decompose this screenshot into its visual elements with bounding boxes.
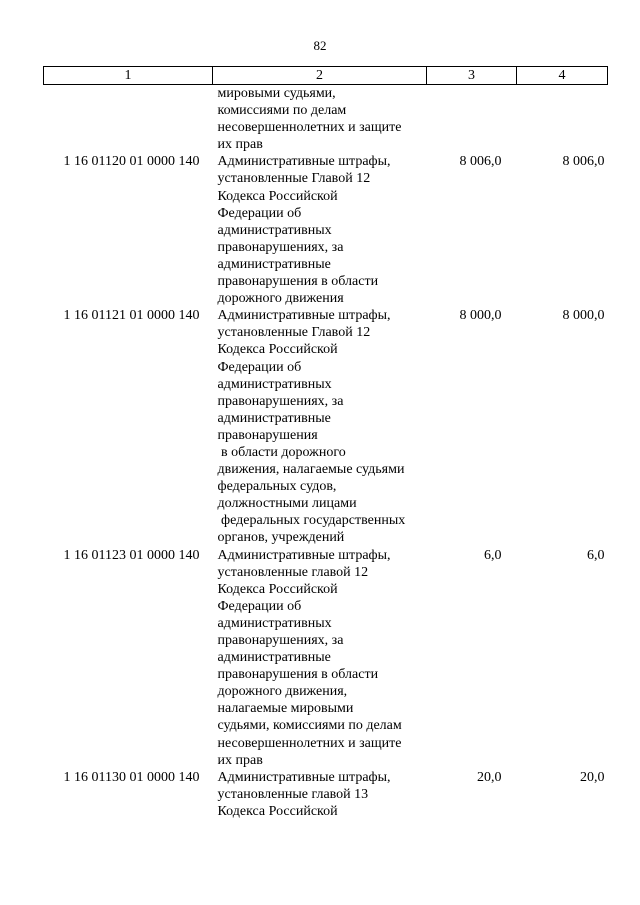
amount-col4 — [517, 85, 608, 154]
budget-table — [43, 66, 608, 820]
budget-code: 1 16 01130 01 0000 140 — [63, 769, 200, 785]
budget-code: 1 16 01120 01 0000 140 — [63, 154, 200, 170]
column-header-2: 2 — [213, 67, 427, 85]
table-row — [44, 307, 608, 546]
revenue-name: Административные штрафы, установленные главой 13 Кодекса Российской — [217, 769, 391, 819]
amount-col3: 6,0 — [484, 547, 502, 563]
column-header-1: 1 — [44, 67, 213, 85]
amount-col4: 8 000,0 — [562, 308, 605, 324]
revenue-name: мировыми судьями, комиссиями по делам несовершеннолетних и защите их прав — [217, 86, 402, 153]
revenue-name: Административные штрафы, установленные главой 12 Кодекса Российской Федерации об административных правонарушениях, за административные правонарушения в области дорожного движения, налагаемые мировыми судьями, комиссиями по делам несовершеннолетних и защите их прав — [217, 547, 402, 768]
amount-col4: 20,0 — [580, 769, 605, 785]
amount-col3: 8 000,0 — [459, 308, 502, 324]
revenue-name: Административные штрафы, установленные Главой 12 Кодекса Российской Федерации об административных правонарушениях, за административные правонарушения в области дорожного движения, налагаемые судьями федеральных судов, должностными лицами федеральных государственных органов, учреждений — [217, 308, 406, 546]
page-number: 82 — [313, 38, 327, 53]
budget-code: 1 16 01121 01 0000 140 — [63, 308, 200, 324]
column-header-3: 3 — [427, 67, 517, 85]
amount-col3: 20,0 — [477, 769, 502, 785]
table-header-row — [44, 67, 608, 85]
amount-col3: 8 006,0 — [459, 154, 502, 170]
amount-col3 — [427, 85, 517, 154]
revenue-name: Административные штрафы, установленные Главой 12 Кодекса Российской Федерации об административных правонарушениях, за административные правонарушения в области дорожного движения — [217, 154, 391, 307]
table-row — [44, 547, 608, 769]
column-header-4: 4 — [517, 67, 608, 85]
amount-col4: 6,0 — [587, 547, 605, 563]
budget-code: 1 16 01123 01 0000 140 — [63, 547, 200, 563]
table-row — [44, 85, 608, 154]
table-row — [44, 769, 608, 820]
amount-col4: 8 006,0 — [562, 154, 605, 170]
budget-code — [44, 85, 213, 154]
table-row — [44, 153, 608, 307]
